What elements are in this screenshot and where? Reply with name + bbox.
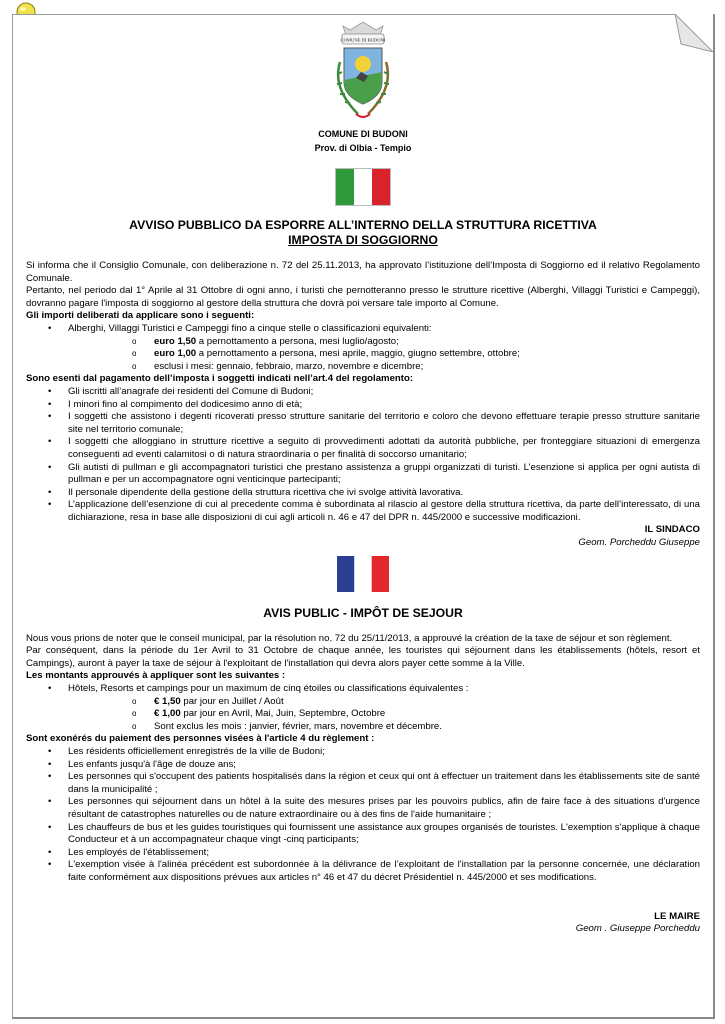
italian-amounts-list — [26, 323, 700, 373]
italian-amounts-heading: Gli importi deliberati da applicare sono i seguenti: — [26, 310, 255, 322]
list-item: • Il personale dipendente della gestione della struttura ricettiva che ivi svolge attività lavorativa. — [26, 487, 700, 500]
list-item: • Les personnes qui séjournent dans un hôtel à la suite des mesures prises par les pouvoirs publics, afin de faire face à des situations d'urgence résultant de catastrophes naturelles ou de nature extraordinaire ou à des fins de l'aide humanitaire ; — [26, 796, 700, 821]
italian-period: Pertanto, nel periodo dal 1° Aprile al 31 Ottobre di ogni anno, i turisti che pernotteranno presso le strutture ricettive (Alberghi, Villaggi Turistici e Campeggi), dovranno pagare l'imposta di soggiorno al gestore della struttura che dovrà poi versare tale importo al Comune. — [26, 285, 700, 309]
list-item — [26, 323, 700, 373]
list-item: o esclusi i mesi: gennaio, febbraio, marzo, novembre e dicembre; — [68, 361, 700, 374]
rate-text: par jour en Juillet / Août — [180, 695, 284, 707]
french-rates-list — [68, 696, 700, 734]
list-item: • L’applicazione dell’esenzione di cui al precedente comma è subordinata al rilascio al gestore della struttura ricettiva, da parte dell’interessato, di una dichiarazione, resa in base alle disposizioni di cui agli articoli n. 46 e 47 del DPR n. 445/2000 e successive modificazioni. — [26, 499, 700, 524]
list-item-text: Alberghi, Villaggi Turistici e Campeggi fino a cinque stelle o classificazioni equivalenti: — [68, 322, 432, 334]
french-signer-name: Geom . Giuseppe Porcheddu — [575, 923, 700, 935]
french-intro: Nous vous prions de noter que le conseil municipal, par la résolution no. 72 du 25/11/2013, a approuvé la création de la taxe de séjour et son règlement. — [26, 632, 673, 644]
french-signer-title: LE MAIRE — [654, 910, 700, 922]
municipality-name: COMUNE DI BUDONI — [318, 129, 408, 139]
rate-text: par jour en Avril, Mai, Juin, Septembre, Octobre — [180, 708, 386, 720]
province-name: Prov. di Olbia - Tempio — [314, 143, 412, 153]
list-item — [68, 336, 700, 349]
list-item: • Gli iscritti all’anagrafe dei residenti del Comune di Budoni; — [26, 386, 700, 399]
list-item: • Gli autisti di pullman e gli accompagnatori turistici che prestano assistenza a gruppi organizzati di turisti. L’esenzione si applica per ogni autista di pullman e per un accompagnatore ogni venticinque partecipanti; — [26, 462, 700, 487]
list-item: • I minori fino al compimento del dodicesimo anno di età; — [26, 399, 700, 412]
french-amounts-list — [26, 683, 700, 733]
list-item: • Les résidents officiellement enregistrés de la ville de Budoni; — [26, 746, 700, 759]
list-item — [68, 708, 700, 721]
italian-intro: Si informa che il Consiglio Comunale, con deliberazione n. 72 del 25.11.2013, ha approvato l’istituzione dell’Imposta di Soggiorno ed il relativo Regolamento Comunale. — [26, 260, 700, 284]
french-flag — [337, 556, 389, 592]
french-title: AVIS PUBLIC - IMPÔT DE SEJOUR — [263, 605, 463, 620]
italian-flag — [335, 168, 391, 206]
italian-exempt-heading: Sono esenti dal pagamento dell’imposta i soggetti indicati nell’art.4 del regolamento: — [26, 373, 414, 385]
rate-amount: € 1,00 — [154, 708, 181, 720]
list-item — [68, 348, 700, 361]
rate-amount: euro 1,00 — [154, 348, 197, 360]
list-item: • Les employés de l'établissement; — [26, 847, 700, 860]
italian-signer-title: IL SINDACO — [644, 524, 700, 536]
list-item: • I soggetti che alloggiano in strutture ricettive a seguito di provvedimenti adottati da autorità pubbliche, per fronteggiare situazioni di emergenza conseguenti ad eventi calamitosi o di natura straordinaria o per finalità di soccorso umanitario; — [26, 436, 700, 461]
list-item: • L'exemption visée à l'alinéa précédent est subordonnée à la délivrance de l’exploitant de l'installation par la personne concernée, une déclaration faite conformément aux dispositions prévues aux articles n° 46 et 47 du décret Présidentiel n. 445/2000 et ses modifications. — [26, 859, 700, 884]
list-item: • I soggetti che assistono i degenti ricoverati presso strutture sanitarie del territorio e coloro che devono effettuare terapie presso strutture sanitarie site nel territorio comunale; — [26, 411, 700, 436]
list-item: • Les chauffeurs de bus et les guides touristiques qui fournissent une assistance aux groupes organisés de touristes. L'exemption s'applique à chaque Conducteur et à un accompagnateur chaque vingt -cinq participants; — [26, 822, 700, 847]
crest-lettering: COMUNE DI BUDONI — [340, 37, 386, 43]
french-period: Par conséquent, dans la période du 1er Avril to 31 Octobre de chaque année, les touristes qui séjournent dans les établissements (hôtels, resort et Campings), auront à payer la taxe de séjour à l'exploitant de l'installation qui devra alors payer cette somme à la Ville. — [26, 645, 700, 669]
rate-amount: euro 1,50 — [154, 335, 197, 347]
list-item: • Les enfants jusqu'à l'âge de douze ans; — [26, 759, 700, 772]
rate-text: a pernottamento a persona, mesi aprile, maggio, giugno settembre, ottobre; — [196, 348, 520, 360]
italian-rates-list — [68, 336, 700, 374]
rate-text: a pernottamento a persona, mesi luglio/agosto; — [196, 335, 399, 347]
french-exempt-heading: Sont exonérés du paiement des personnes visées à l'article 4 du règlement : — [26, 733, 375, 745]
italian-exempt-list — [26, 386, 700, 525]
italian-signer-name: Geom. Porcheddu Giuseppe — [578, 537, 700, 549]
french-exempt-list — [26, 746, 700, 885]
italian-title: AVVISO PUBBLICO DA ESPORRE ALL’INTERNO DELLA STRUTTURA RICETTIVA — [129, 218, 597, 232]
list-item-text: Hôtels, Resorts et campings pour un maximum de cinq étoiles ou classifications équivalentes : — [68, 683, 469, 695]
notice-content — [26, 22, 700, 936]
list-item — [26, 683, 700, 733]
list-item: o Sont exclus les mois : janvier, février, mars, novembre et décembre. — [68, 721, 700, 734]
municipal-crest — [328, 22, 398, 126]
list-item — [68, 696, 700, 709]
italian-subtitle: IMPOSTA DI SOGGIORNO — [288, 233, 438, 247]
rate-amount: € 1,50 — [154, 695, 181, 707]
french-amounts-heading: Les montants approuvés à appliquer sont les suivantes : — [26, 670, 286, 682]
list-item: • Les personnes qui s'occupent des patients hospitalisés dans la région et ceux qui ont à effectuer un traitement dans les établissements site de santé dans la municipalité ; — [26, 771, 700, 796]
